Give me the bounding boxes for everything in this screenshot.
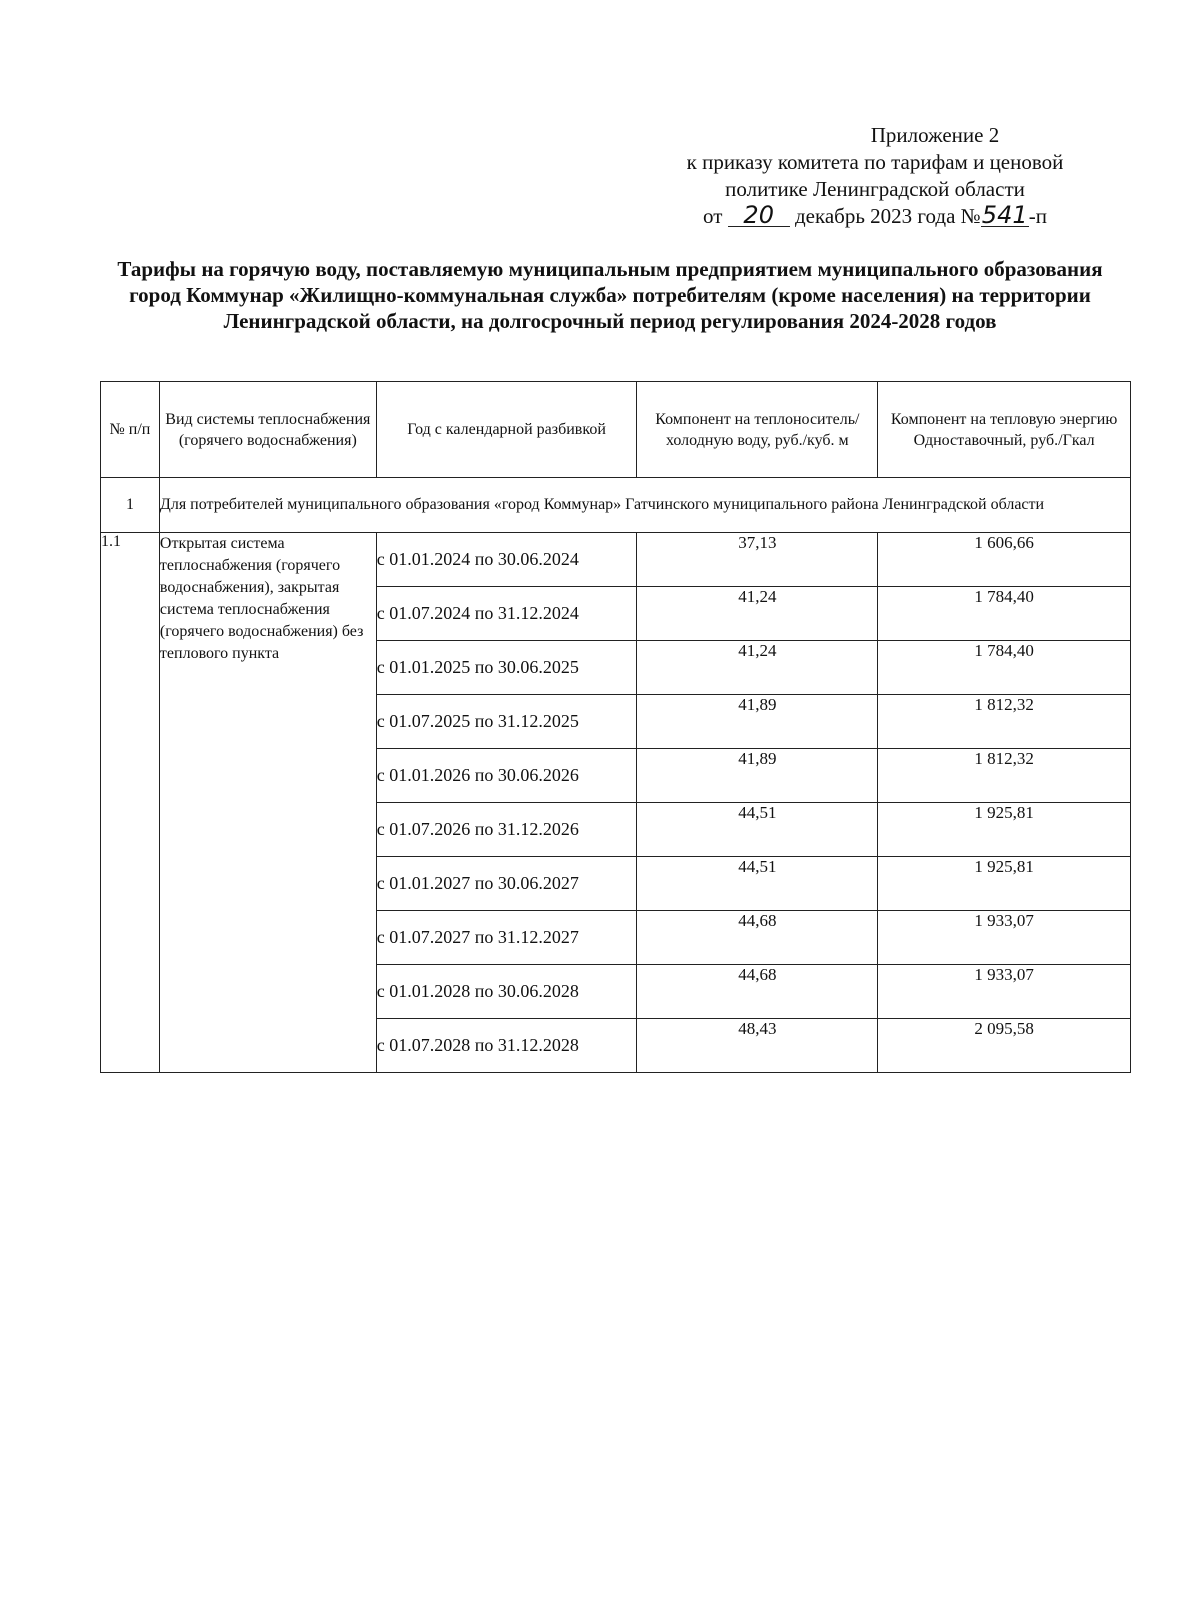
- header-num: № п/п: [101, 382, 160, 478]
- date-rest: декабрь 2023 года №: [794, 204, 981, 228]
- heat-value-cell: 1 933,07: [878, 965, 1131, 1019]
- water-value-cell: 48,43: [637, 1019, 878, 1073]
- group-row: [101, 478, 1131, 533]
- water-value-cell: 41,89: [637, 695, 878, 749]
- header-year: Год с календарной разбивкой: [376, 382, 637, 478]
- period-cell: с 01.07.2026 по 31.12.2026: [376, 803, 637, 857]
- table-row: [101, 533, 1131, 587]
- document-title: Тарифы на горячую воду, поставляемую муниципальным предприятием муниципального образования город Коммунар «Жилищно-коммунальная служба» потребителям (кроме населения) на территории Ленинградской области, на долгосрочный период регулирования 2024-2028 годов: [117, 257, 1103, 333]
- appendix-date-line: [635, 203, 1115, 230]
- period-cell: с 01.01.2028 по 30.06.2028: [376, 965, 637, 1019]
- water-value-cell: 41,24: [637, 641, 878, 695]
- water-value-cell: 44,51: [637, 803, 878, 857]
- period-cell: с 01.01.2024 по 30.06.2024: [376, 533, 637, 587]
- heat-value-cell: 2 095,58: [878, 1019, 1131, 1073]
- group-num: 1: [101, 478, 160, 533]
- heat-value-cell: 1 784,40: [878, 587, 1131, 641]
- period-cell: с 01.07.2024 по 31.12.2024: [376, 587, 637, 641]
- handwritten-order-number: 541: [981, 201, 1028, 229]
- header-water-component: Компонент на теплоноситель/холодную воду, руб./куб. м: [637, 382, 878, 478]
- table-header-row: [101, 382, 1131, 478]
- water-value-cell: 41,24: [637, 587, 878, 641]
- water-value-cell: 44,68: [637, 965, 878, 1019]
- period-cell: с 01.07.2028 по 31.12.2028: [376, 1019, 637, 1073]
- heat-value-cell: 1 812,32: [878, 749, 1131, 803]
- period-cell: с 01.01.2025 по 30.06.2025: [376, 641, 637, 695]
- water-value-cell: 44,68: [637, 911, 878, 965]
- handwritten-date-day: 20: [728, 204, 790, 227]
- appendix-line-region: политике Ленинградской области: [725, 177, 1025, 201]
- appendix-header: [635, 122, 1115, 230]
- group-text: Для потребителей муниципального образования «город Коммунар» Гатчинского муниципального района Ленинградской области: [159, 478, 1130, 533]
- subgroup-num: 1.1: [101, 533, 160, 1073]
- tariff-table: [100, 381, 1131, 1073]
- heat-value-cell: 1 925,81: [878, 857, 1131, 911]
- appendix-line-order: к приказу комитета по тарифам и ценовой: [686, 150, 1064, 174]
- header-system: Вид системы теплоснабжения (горячего водоснабжения): [159, 382, 376, 478]
- order-suffix: -п: [1028, 204, 1047, 228]
- from-label: от: [703, 204, 723, 228]
- heat-value-cell: 1 925,81: [878, 803, 1131, 857]
- subgroup-system-type: Открытая система теплоснабжения (горячего водоснабжения), закрытая система теплоснабжения (горячего водоснабжения) без теплового пункта: [159, 533, 376, 1073]
- water-value-cell: 44,51: [637, 857, 878, 911]
- period-cell: с 01.07.2027 по 31.12.2027: [376, 911, 637, 965]
- heat-value-cell: 1 784,40: [878, 641, 1131, 695]
- appendix-title: Приложение 2: [870, 123, 1000, 147]
- header-heat-component: Компонент на тепловую энергию Одноставочный, руб./Гкал: [878, 382, 1131, 478]
- period-cell: с 01.07.2025 по 31.12.2025: [376, 695, 637, 749]
- period-cell: с 01.01.2026 по 30.06.2026: [376, 749, 637, 803]
- water-value-cell: 37,13: [637, 533, 878, 587]
- heat-value-cell: 1 606,66: [878, 533, 1131, 587]
- period-cell: с 01.01.2027 по 30.06.2027: [376, 857, 637, 911]
- heat-value-cell: 1 933,07: [878, 911, 1131, 965]
- water-value-cell: 41,89: [637, 749, 878, 803]
- heat-value-cell: 1 812,32: [878, 695, 1131, 749]
